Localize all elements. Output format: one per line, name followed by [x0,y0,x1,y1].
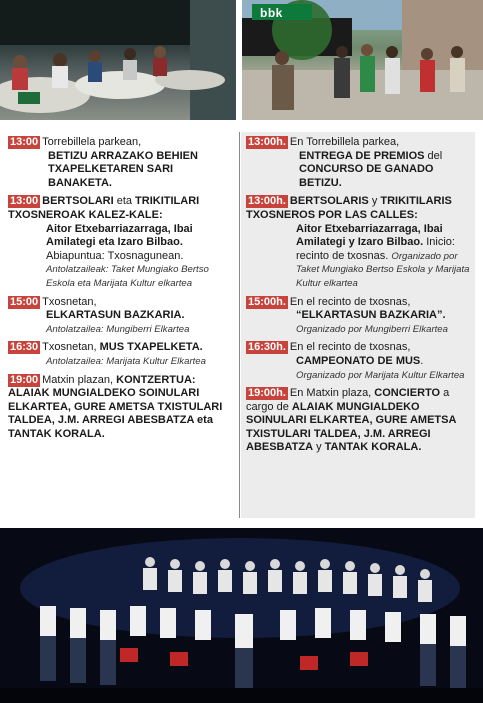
event-connector: y [368,195,381,208]
bbk-sign: bbk [260,6,283,20]
event-time: 13:00 [10,136,39,148]
event-location: Txosnetan, [42,341,100,354]
event-location: En el recinto de txosnas, [289,295,411,308]
event-title-2: CONCURSO DE GANADO BETIZU. [299,163,434,189]
event-location: Matxin plazan, [42,373,117,386]
event-time: 16:30 [10,341,39,354]
event-period: . [420,354,424,367]
event-location: Torrebillela parkean, [42,136,142,148]
event-title: CAMPEONATO DE MUS [296,354,421,367]
event-time: 19:00h. [248,387,286,400]
event-title: CONCIERTO [374,387,441,400]
event-time: 13:00h. [248,136,286,148]
event-time: 15:00h. [248,295,286,308]
event-title: ELKARTASUN BAZKARIA. [46,309,185,322]
event-1 [8,136,236,190]
event-start-point: Inicio: recinto de txosnas. [296,236,455,262]
festival-tables-illustration [0,0,236,120]
event-connector: del [424,149,443,162]
event-performers: Aitor Etxebarriazarraga, Ibai Amilategi eta Izaro Bilbao. [46,222,193,249]
column-divider [239,132,240,518]
event-organizer: Organizado por Marijata Kultur Elkartea [296,369,465,381]
event-title: BERTSOLARI [42,195,114,208]
event-time: 13:00 [10,195,39,208]
event-location: Txosnetan, [42,295,97,308]
event-organizer: Antolatzaileak: Taket Mungiako Bertso Eskola eta Marijata Kultur elkartea [46,264,209,289]
event-start-point: Abiapuntua: Txosnagunean. [46,249,184,262]
event-connector: a cargo de [246,387,450,413]
outdoor-festival-photo [0,0,236,120]
event-4 [246,341,471,382]
event-5 [8,374,236,442]
event-5 [246,387,471,455]
event-performers-2: TANTAK KORALA. [324,441,422,454]
event-3 [246,296,471,337]
event-performers: ALAIAK MUNGIALDEKO SOINULARI ELKARTEA, GURE AMETSA TXISTULARI TALDEA, J.M. ARREGI ABESBATZA [246,400,457,454]
event-title: ENTREGA DE PREMIOS [299,149,425,162]
choir-musicians-illustration [0,528,483,703]
event-location: En Matxin plaza, [289,387,375,400]
event-1 [246,136,471,190]
event-title: MUS TXAPELKETA. [99,341,203,354]
event-title-2: TRIKITILARI TXOSNEROAK KALEZ-KALE: [8,195,200,221]
event-connector: eta [113,195,136,208]
event-connector-2: y [313,441,325,454]
event-title: “ELKARTASUN BAZKARIA”. [296,309,446,322]
event-organizer: Organizado por Mungiberri Elkartea [296,323,448,335]
event-title: KONTZERTUA: ALAIAK MUNGIALDEKO SOINULARI ELKARTEA, GURE AMETSA TXISTULARI TALDEA, J.M. ARREGI ABESBATZA eta TANTAK KORALA. [8,373,223,440]
event-performers: Aitor Etxebarriazarraga, Ibai Amilategi y Izaro Bilbao. [296,222,443,249]
concert-stage-photo [0,528,483,703]
event-organizer: Antolatzailea: Mungiberri Elkartea [46,323,190,335]
event-organizer: Organizado por Taket Mungiako Bertso Eskola y Marijata Kultur elkartea [296,250,470,289]
event-time: 15:00 [10,295,39,308]
event-time: 13:00h. [248,195,286,208]
event-location: En el recinto de txosnas, [289,341,411,354]
event-2 [246,195,471,290]
event-location: En Torrebillela parkea, [289,136,400,148]
event-title: BETIZU ARRAZAKO BEHIEN TXAPELKETAREN SARI BANAKETA. [48,149,198,189]
event-organizer: Antolatzailea: Marijata Kultur Elkartea [46,355,206,367]
event-time: 16:30h. [248,341,286,354]
event-3 [8,296,236,337]
event-title-2: TRIKITILARIS TXOSNEROS POR LAS CALLES: [246,195,452,221]
event-4 [8,341,236,368]
basque-schedule [8,136,236,446]
spanish-schedule [246,136,471,460]
event-time: 19:00 [10,373,39,386]
event-2 [8,195,236,290]
event-title: BERTSOLARIS [289,195,369,208]
town-square-photo [242,0,483,120]
